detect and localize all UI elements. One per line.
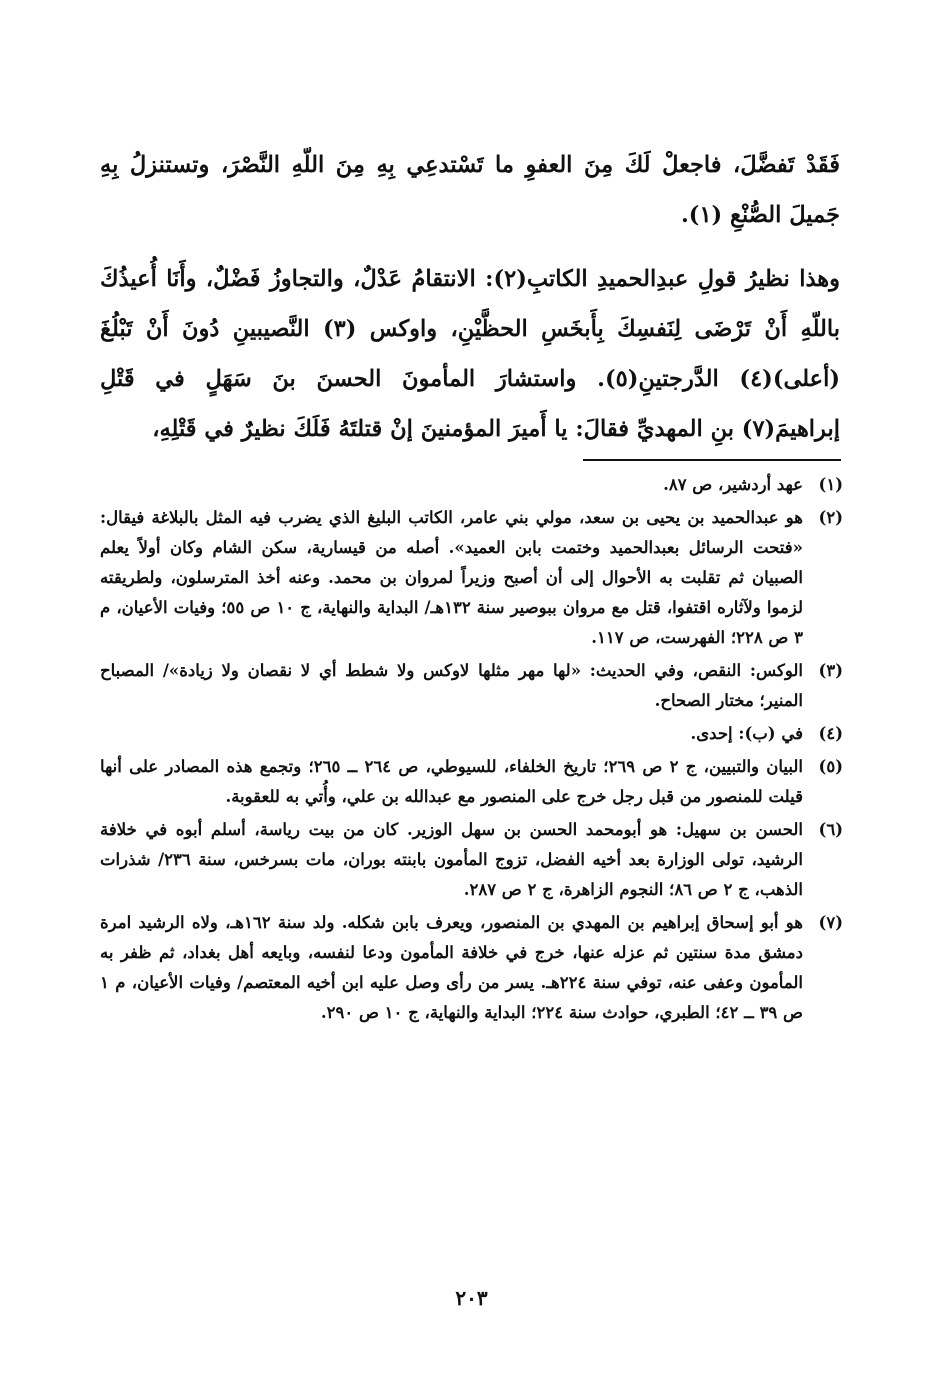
footnote-text: البيان والتبيين، ج ٢ ص ٢٦٩؛ تاريخ الخلفاء، للسيوطي، ص ٢٦٤ ــ ٢٦٥؛ وتجمع هذه المصادر على أنها قيلت للمنصور من قبل رجل خرج على المنصور مع عبدالله بن علي، وأُتي به للعقوبة. (100, 757, 803, 806)
footnote-item (100, 503, 843, 653)
footnote-number: (٢) (818, 508, 843, 527)
footnote-number: (٦) (818, 820, 843, 839)
footnote-item (100, 815, 843, 905)
footnote-number: (١) (818, 475, 843, 494)
footnote-item (100, 719, 843, 749)
footnote-item (100, 656, 843, 716)
footnote-item (100, 752, 843, 812)
footnote-divider (583, 459, 841, 461)
footnote-item (100, 470, 843, 500)
main-paragraph: فَقَدْ تَفضَّلَ، فاجعلْ لَكَ مِنَ العفوِ ما تَسْتدعِي بِهِ مِنَ اللّهِ النَّصْرَ، وتستنزلُ بِهِ جَميلَ الصُّنْعِ (١). (100, 152, 840, 228)
page-number: ٢٠٣ (455, 1286, 488, 1310)
footnote-text: هو عبدالحميد بن يحيى بن سعد، مولي بني عامر، الكاتب البليغ الذي يضرب فيه المثل بالبلاغة فيقال: «فتحت الرسائل بعبدالحميد وختمت بابن العميد». أصله من قيسارية، سكن الشام وكان أولاً يعلم الصبيان ثم تقلبت به الأحوال إلى أن أصبح وزيراً لمروان بن محمد. وعنه أخذ المترسلون، ولطريقته لزموا ولآثاره اقتفوا، قتل مع مروان ببوصير سنة ١٣٢هـ/ البداية والنهاية، ج ١٠ ص ٥٥؛ وفيات الأعيان، م ٣ ص ٢٢٨؛ الفهرست، ص ١١٧. (100, 508, 803, 647)
footnote-item (100, 908, 843, 1028)
footnote-number: (٤) (818, 724, 843, 743)
main-paragraph: وهذا نظيرُ قولِ عبدِالحميدِ الكاتبِ(٢): الانتقامُ عَدْلٌ، والتجاوزُ فَضْلٌ، وأَنَا أُعيذُكَ باللّهِ أَنْ تَرْضَى لِنَفسِكَ بِأَبخَسِ الحظَّيْنِ، واوكس (٣) النَّصيبينِ دُونَ أَنْ تَبْلُغَ (أعلى)(٤) الدَّرجتينِ(٥). واستشارَ المأمونَ الحسنَ بنَ سَهَلٍ في قَتْلِ إبراهيمَ(٧) بنِ المهديِّ فقالَ: يا أَميرَ المؤمنينَ إنْ قتلتَهُ فَلَكَ نظيرٌ في قَتْلِهِ، (100, 266, 840, 442)
footnote-text: عهد أردشير، ص ٨٧. (663, 475, 803, 494)
footnote-number: (٧) (818, 913, 843, 932)
footnote-number: (٥) (818, 757, 843, 776)
footnote-text: الحسن بن سهيل: هو أبومحمد الحسن بن سهل الوزير. كان من بيت رياسة، أسلم أبوه في خلافة الرشيد، تولى الوزارة بعد أخيه الفضل، تزوج المأمون بابنته بوران، مات بسرخس، سنة ٢٣٦/ شذرات الذهب، ج ٢ ص ٨٦؛ النجوم الزاهرة، ج ٢ ص ٢٨٧. (100, 820, 803, 899)
footnote-text: في (ب): إحدى. (690, 724, 803, 743)
main-text (100, 140, 840, 454)
footnotes (100, 470, 843, 1031)
footnote-number: (٣) (818, 661, 843, 680)
footnote-text: هو أبو إسحاق إبراهيم بن المهدي بن المنصور، ويعرف بابن شكله. ولد سنة ١٦٢هـ، ولاه الرشيد امرة دمشق مدة سنتين ثم عزله عنها، خرج في خلافة المأمون ودعا لنفسه، وبايعه أهل بغداد، ثم ظفر به المأمون وعفى عنه، توفي سنة ٢٢٤هـ. يسر من رأى وصل عليه ابن أخيه المعتصم/ وفيات الأعيان، م ١ ص ٣٩ ــ ٤٢؛ الطبري، حوادث سنة ٢٢٤؛ البداية والنهاية، ج ١٠ ص ٢٩٠. (100, 913, 803, 1022)
footnote-text: الوكس: النقص، وفي الحديث: «لها مهر مثلها لاوكس ولا شطط أي لا نقصان ولا زيادة»/ المصباح المنير؛ مختار الصحاح. (100, 661, 803, 710)
